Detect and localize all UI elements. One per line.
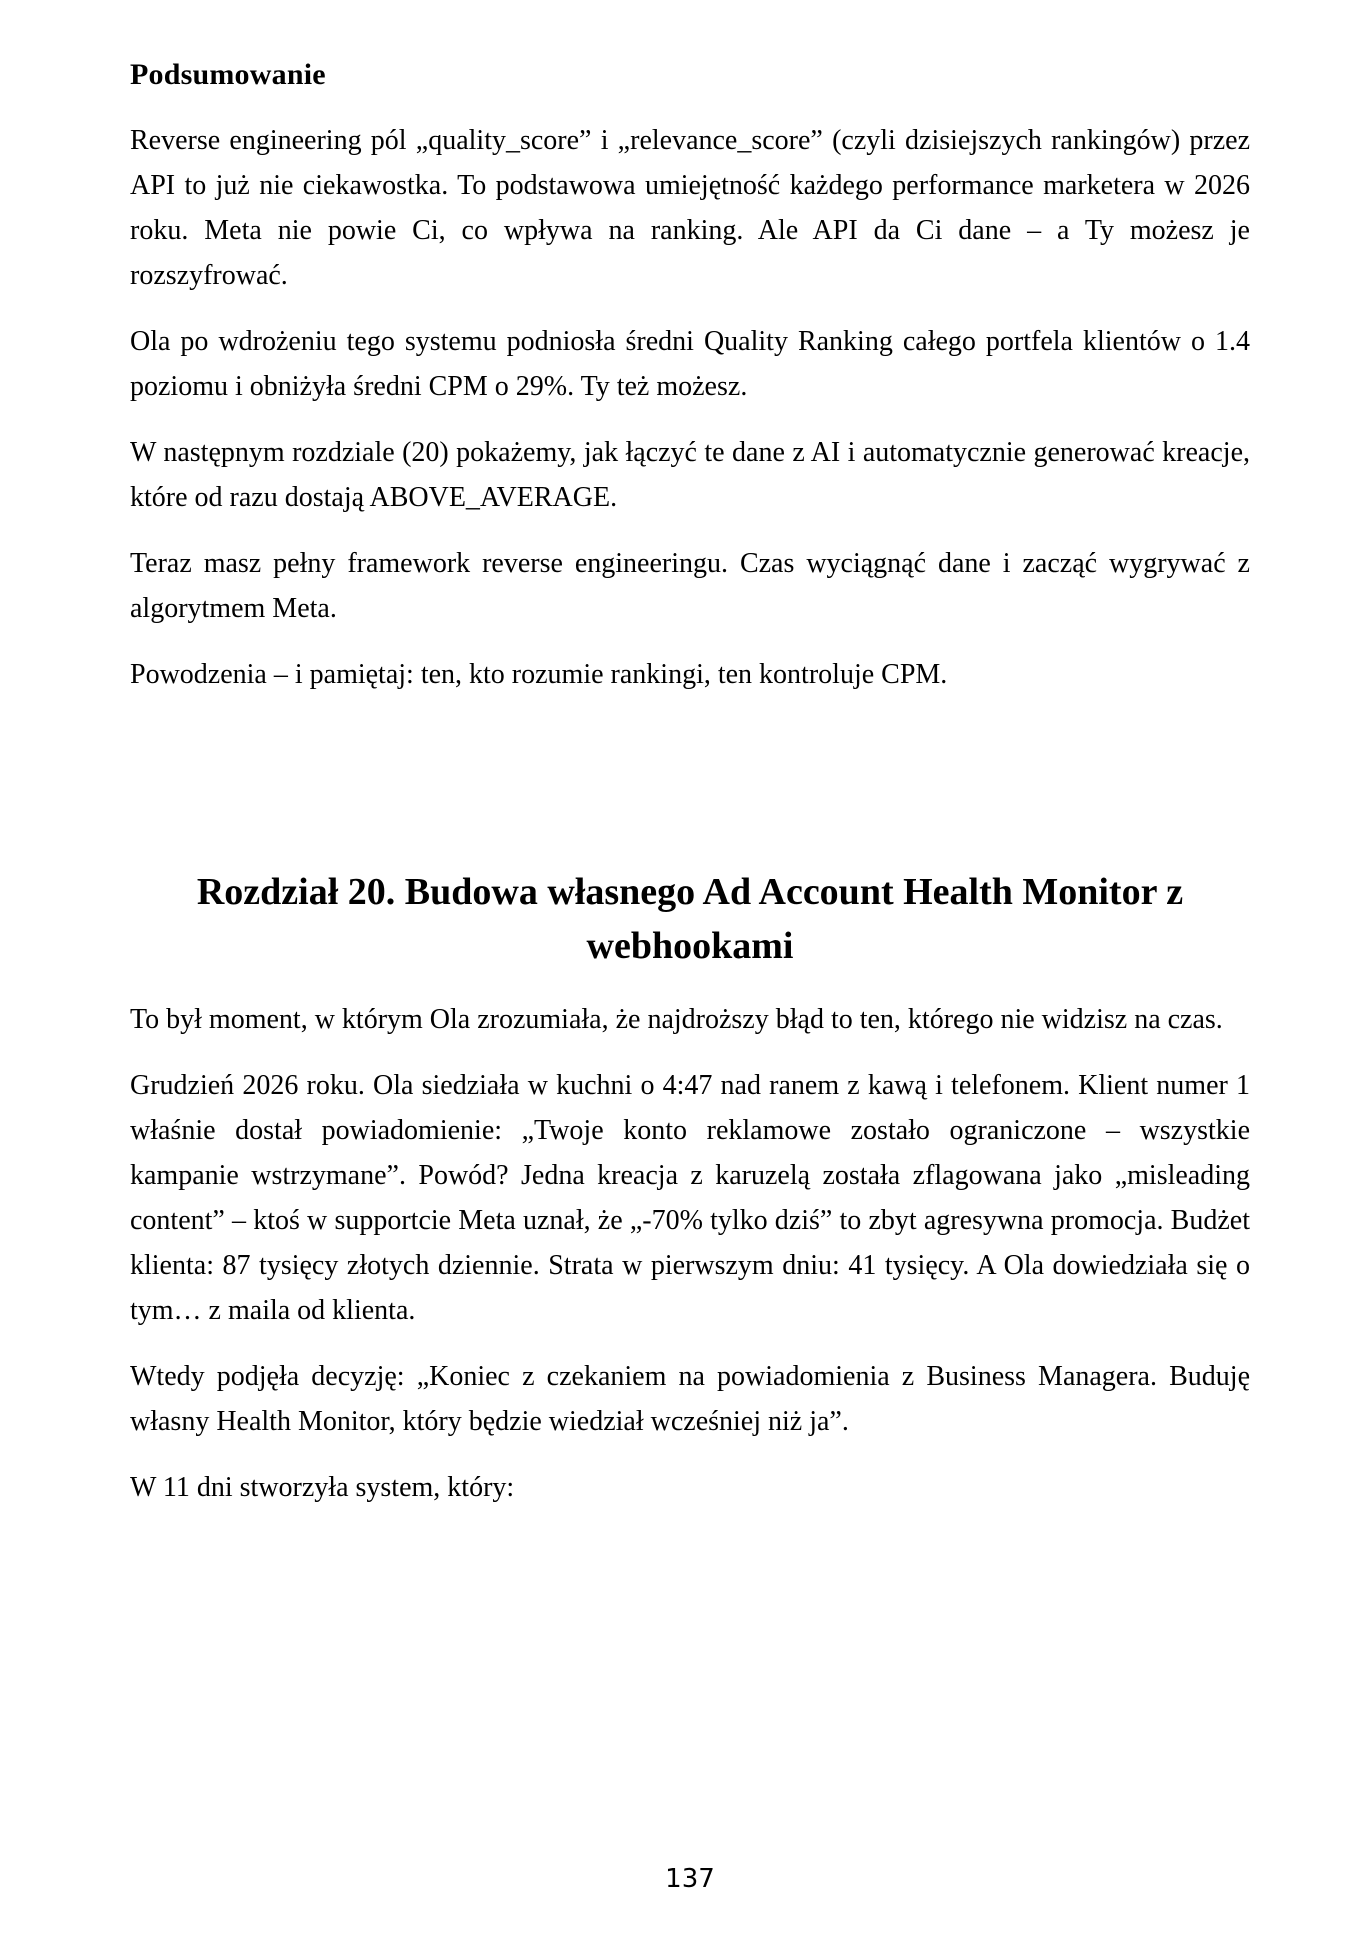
chapter-paragraph-2: Grudzień 2026 roku. Ola siedziała w kuchni o 4:47 nad ranem z kawą i telefonem. Klient numer 1 właśnie dostał powiadomienie: „Twoje konto reklamowe zostało ograniczone – wszystkie kampanie wstrzymane”. Powód? Jedna kreacja z karuzelą została zflagowana jako „misleading content” – ktoś w supportcie Meta uznał, że „-70% tylko dziś” to zbyt agresywna promocja. Budżet klienta: 87 tysięcy złotych dziennie. Strata w pierwszym dniu: 41 tysięcy. A Ola dowiedziała się o tym… z maila od klienta. [130, 1070, 1250, 1326]
page-number: 137 [665, 1864, 715, 1894]
page-content [130, 58, 1250, 1531]
summary-paragraph-2: Ola po wdrożeniu tego systemu podniosła średni Quality Ranking całego portfela klientów o 1.4 poziomu i obniżyła średni CPM o 29%. Ty też możesz. [130, 326, 1250, 402]
summary-paragraph-1: Reverse engineering pól „quality_score” i „relevance_score” (czyli dzisiejszych rankingów) przez API to już nie ciekawostka. To podstawowa umiejętność każdego performance marketera w 2026 roku. Meta nie powie Ci, co wpływa na ranking. Ale API da Ci dane – a Ty możesz je rozszyfrować. [130, 125, 1250, 291]
summary-paragraph-3: W następnym rozdziale (20) pokażemy, jak łączyć te dane z AI i automatycznie generować kreacje, które od razu dostają ABOVE_AVERAGE. [130, 437, 1250, 513]
summary-paragraph-5: Powodzenia – i pamiętaj: ten, kto rozumie rankingi, ten kontroluje CPM. [130, 659, 948, 690]
summary-section-heading: Podsumowanie [130, 58, 326, 91]
chapter-paragraph-4: W 11 dni stworzyła system, który: [130, 1472, 515, 1503]
chapter-heading: Rozdział 20. Budowa własnego Ad Account Health Monitor z webhookami [196, 871, 1184, 967]
chapter-paragraph-3: Wtedy podjęła decyzję: „Koniec z czekaniem na powiadomienia z Business Managera. Buduję własny Health Monitor, który będzie wiedział wcześniej niż ja”. [130, 1361, 1250, 1437]
chapter-paragraph-1: To był moment, w którym Ola zrozumiała, że najdroższy błąd to ten, którego nie widzisz na czas. [130, 1004, 1223, 1035]
summary-paragraph-4: Teraz masz pełny framework reverse engineeringu. Czas wyciągnąć dane i zacząć wygrywać z algorytmem Meta. [130, 548, 1250, 624]
